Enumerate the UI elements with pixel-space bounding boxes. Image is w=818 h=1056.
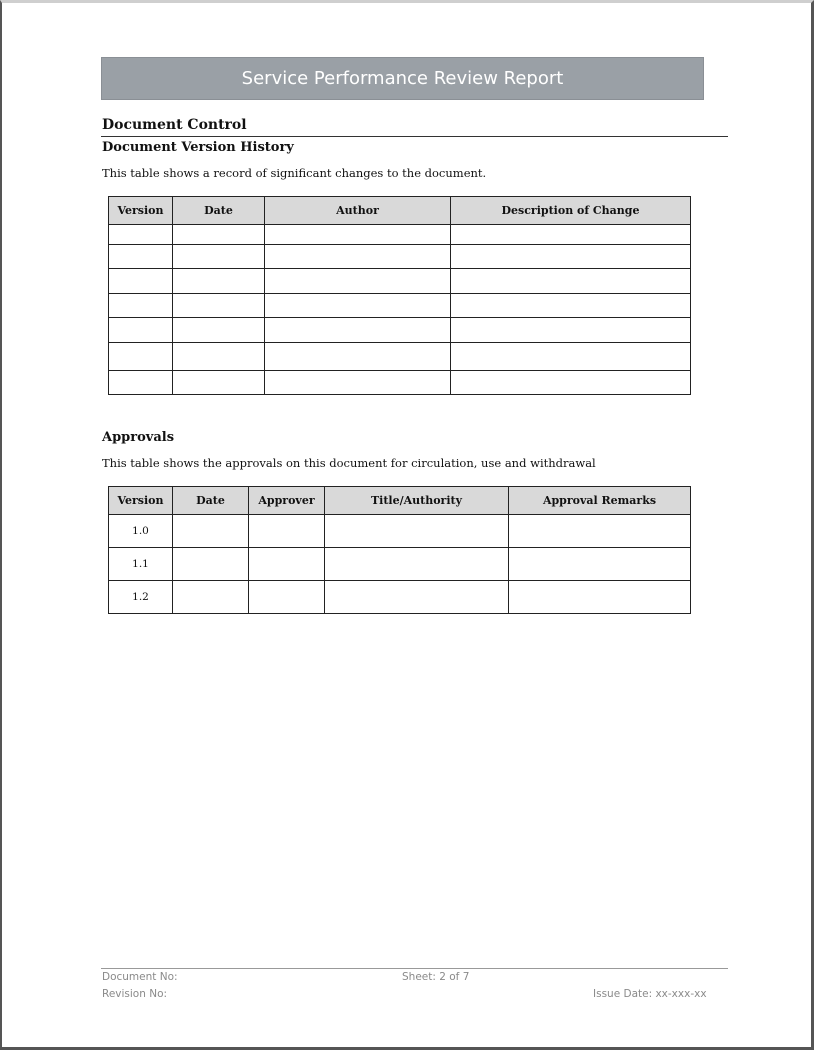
table-cell xyxy=(325,581,509,614)
table-cell xyxy=(173,269,265,294)
footer-revision-no: Revision No: xyxy=(102,988,168,1000)
table-row xyxy=(109,343,691,371)
heading-divider xyxy=(101,136,728,137)
table-row xyxy=(109,225,691,245)
table-cell xyxy=(109,371,173,395)
footer-sheet-number: Sheet: 2 of 7 xyxy=(402,971,470,983)
version-history-heading: Document Version History xyxy=(102,140,294,155)
version-history-table xyxy=(108,196,691,395)
title-banner xyxy=(101,57,704,100)
table-cell xyxy=(265,225,451,245)
table-cell xyxy=(249,515,325,548)
table-cell xyxy=(249,548,325,581)
table-cell: 1.2 xyxy=(109,581,173,614)
table-cell xyxy=(265,371,451,395)
table-row xyxy=(109,269,691,294)
footer-document-no: Document No: xyxy=(102,971,178,983)
table-cell xyxy=(109,318,173,343)
table-cell xyxy=(173,318,265,343)
table-cell xyxy=(109,269,173,294)
table-cell xyxy=(173,225,265,245)
table-row xyxy=(109,318,691,343)
column-header: Date xyxy=(173,487,249,515)
table-cell xyxy=(109,294,173,318)
table-cell xyxy=(509,515,691,548)
table-cell xyxy=(173,343,265,371)
table-cell xyxy=(451,225,691,245)
table-cell xyxy=(109,245,173,269)
table-header-row xyxy=(109,197,691,225)
table-cell xyxy=(451,269,691,294)
table-cell xyxy=(451,318,691,343)
column-header: Description of Change xyxy=(451,197,691,225)
approvals-table xyxy=(108,486,691,614)
document-title: Service Performance Review Report xyxy=(241,68,564,89)
table-cell xyxy=(265,318,451,343)
table-cell xyxy=(265,343,451,371)
column-header: Approval Remarks xyxy=(509,487,691,515)
table-cell xyxy=(265,294,451,318)
version-history-description: This table shows a record of significant changes to the document. xyxy=(102,166,487,180)
table-cell xyxy=(173,294,265,318)
table-cell xyxy=(451,245,691,269)
table-cell xyxy=(265,245,451,269)
column-header: Version xyxy=(109,197,173,225)
table-cell xyxy=(509,581,691,614)
table-cell xyxy=(451,294,691,318)
table-cell: 1.0 xyxy=(109,515,173,548)
table-row xyxy=(109,371,691,395)
table-row xyxy=(109,294,691,318)
table-row xyxy=(109,515,691,548)
table-cell xyxy=(451,343,691,371)
footer-issue-date: Issue Date: xx-xxx-xx xyxy=(593,988,707,1000)
approvals-description: This table shows the approvals on this document for circulation, use and withdrawal xyxy=(102,456,596,470)
document-control-heading: Document Control xyxy=(102,117,247,133)
table-cell xyxy=(173,548,249,581)
table-cell xyxy=(249,581,325,614)
column-header: Version xyxy=(109,487,173,515)
table-row xyxy=(109,548,691,581)
table-cell xyxy=(173,245,265,269)
column-header: Author xyxy=(265,197,451,225)
column-header: Approver xyxy=(249,487,325,515)
table-cell: 1.1 xyxy=(109,548,173,581)
table-header-row xyxy=(109,487,691,515)
table-cell xyxy=(325,515,509,548)
table-cell xyxy=(109,225,173,245)
table-cell xyxy=(451,371,691,395)
approvals-heading: Approvals xyxy=(102,430,175,445)
footer-divider xyxy=(101,968,728,969)
column-header: Title/Authority xyxy=(325,487,509,515)
column-header: Date xyxy=(173,197,265,225)
table-cell xyxy=(265,269,451,294)
table-cell xyxy=(109,343,173,371)
table-cell xyxy=(509,548,691,581)
table-cell xyxy=(173,581,249,614)
table-row xyxy=(109,245,691,269)
table-cell xyxy=(173,371,265,395)
table-cell xyxy=(173,515,249,548)
table-row xyxy=(109,581,691,614)
table-cell xyxy=(325,548,509,581)
